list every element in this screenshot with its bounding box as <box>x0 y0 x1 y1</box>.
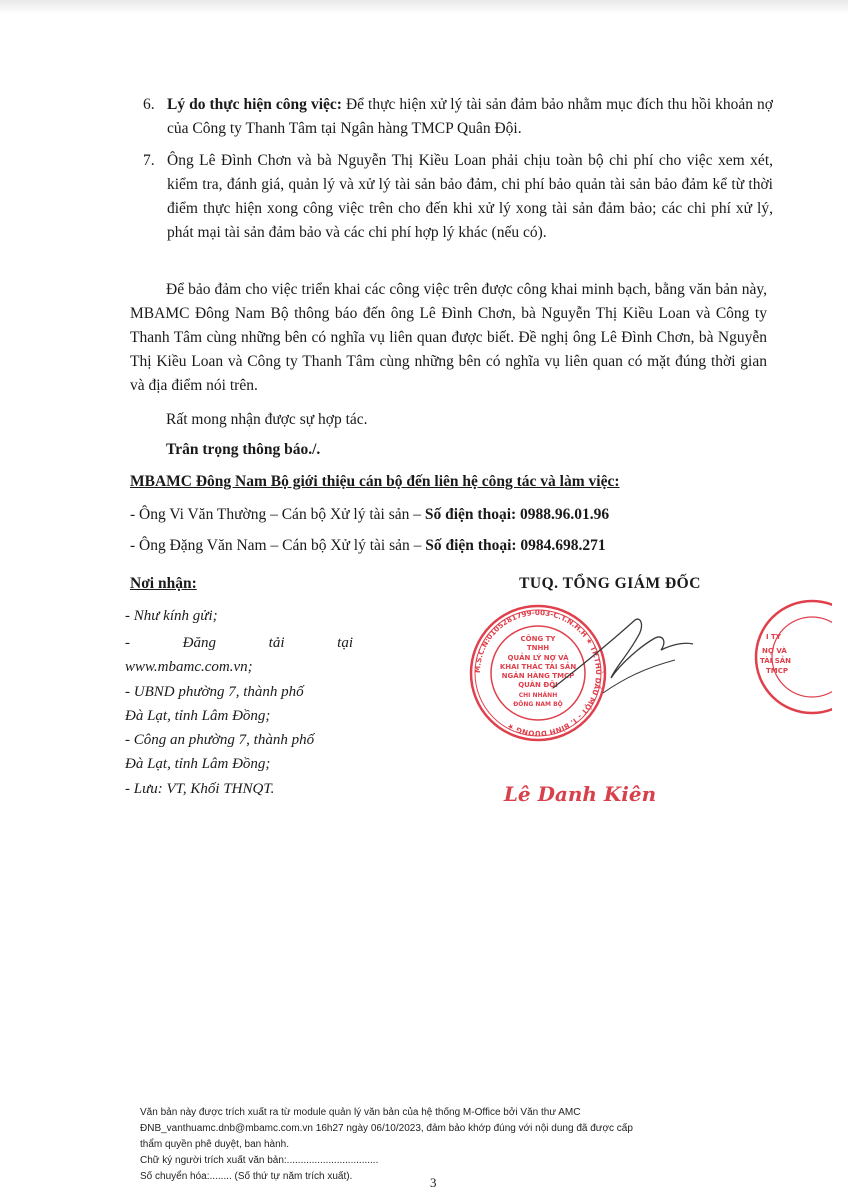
footer-line: Văn bản này được trích xuất ra từ module quản lý văn bản của hệ thống M-Office bởi Văn thư AMC <box>140 1107 581 1118</box>
stamp-line: QUÂN ĐỘI <box>518 681 558 689</box>
svg-text:NỢ VÀ: NỢ VÀ <box>762 647 787 655</box>
notice-paragraph: Để bảo đảm cho việc triển khai các công việc trên được công khai minh bạch, bằng văn bản này, MBAMC Đông Nam Bộ thông báo đến ông Lê Đình Chơn, bà Nguyễn Thị Kiều Loan và Công ty Thanh Tâm cùng những bên có nghĩa vụ liên quan được biết. Đề nghị ông Lê Đình Chơn, bà Nguyễn Thị Kiều Loan và Công ty Thanh Tâm cùng những bên có nghĩa vụ liên quan có mặt đúng thời gian và địa điểm nói trên. <box>130 281 767 394</box>
partial-seal-stamp <box>752 597 832 717</box>
recipient-line: www.mbamc.com.vn; <box>125 659 253 675</box>
scan-top-band <box>0 0 848 14</box>
recipients-title: Nơi nhận: <box>130 575 197 592</box>
signature-title: TUQ. TỔNG GIÁM ĐỐC <box>519 575 701 592</box>
recipient-line: Đà Lạt, tỉnh Lâm Đồng; <box>125 708 271 724</box>
contact-phone: Số điện thoại: 0988.96.01.96 <box>424 506 610 523</box>
footer-line: ĐNB_vanthuamc.dnb@mbamc.com.vn 16h27 ngày 06/10/2023, đảm bảo khớp đúng với nội dung đã được cấp <box>140 1123 633 1134</box>
footer-line: thẩm quyền phê duyệt, ban hành. <box>140 1139 290 1150</box>
signer-name: Lê Danh Kiên <box>503 782 657 806</box>
contact-line <box>130 537 606 555</box>
stamp-line: KHAI THÁC TÀI SẢN <box>499 663 577 671</box>
handwritten-signature <box>545 608 695 708</box>
svg-text:TMCP: TMCP <box>766 667 789 675</box>
contacts-heading: MBAMC Đông Nam Bộ giới thiệu cán bộ đến liên hệ công tác và làm việc: <box>130 473 620 490</box>
contact-line <box>130 506 609 524</box>
contact-phone: Số điện thoại: 0984.698.271 <box>425 537 606 554</box>
svg-text:M.S.C.N:0105281799-003-C.T.N.H: M.S.C.N:0105281799-003-C.T.N.H.H ★ TP.THỦ DẦU MỘT - T. BÌNH DƯƠNG ★ <box>472 607 604 739</box>
stamp-line: CHI NHÁNH <box>518 692 558 699</box>
recipient-line: - Như kính gửi; <box>125 608 218 624</box>
page-number: 3 <box>430 1175 437 1190</box>
list-item-6 <box>143 93 773 141</box>
svg-text:I TY: I TY <box>766 633 781 641</box>
recipient-line: - Lưu: VT, Khối THNQT. <box>125 781 275 797</box>
contact-text: - Ông Đặng Văn Nam – Cán bộ Xử lý tài sản – <box>130 537 426 554</box>
stamp-line: CÔNG TY <box>520 635 556 643</box>
closing-regards: Trân trọng thông báo./. <box>166 441 321 458</box>
footer-note <box>140 1105 740 1185</box>
item-number: 6. <box>143 96 155 113</box>
item-label: Lý do thực hiện công việc: <box>167 96 342 113</box>
recipient-line: Đà Lạt, tỉnh Lâm Đồng; <box>125 756 271 772</box>
svg-text:TÀI SẢN: TÀI SẢN <box>760 657 792 665</box>
stamp-line: TNHH <box>526 644 550 652</box>
footer-line: Chữ ký người trích xuất văn bản:................................. <box>140 1155 379 1166</box>
stamp-line: ĐÔNG NAM BỘ <box>513 701 563 708</box>
footer-line: Số chuyển hóa:........ (Số thứ tự năm trích xuất). <box>140 1171 353 1182</box>
item-text: Ông Lê Đình Chơn và bà Nguyễn Thị Kiều Loan phải chịu toàn bộ chi phí cho việc xem xét, kiểm tra, đánh giá, quản lý và xử lý tài sản bảo đảm, chi phí bảo quản tài sản bảo đảm kể từ thời điểm thực hiện xong công việc trên cho đến khi xử lý xong tài sản đảm bảo; các chi phí xử lý, phát mại tài sản đảm bảo và các chi phí hợp lý khác (nếu có). <box>167 152 773 241</box>
stamp-line: NGÂN HÀNG TMCP <box>501 672 575 680</box>
recipient-line: - Đăng tải tại <box>125 635 353 651</box>
closing-cooperation: Rất mong nhận được sự hợp tác. <box>166 411 368 428</box>
recipient-line: - UBND phường 7, thành phố <box>125 684 304 700</box>
list-item-7 <box>143 149 773 245</box>
stamp-line: QUẢN LÝ NỢ VÀ <box>507 654 569 662</box>
recipient-line: - Công an phường 7, thành phố <box>125 732 315 748</box>
item-text: Để thực hiện xử lý tài sản đảm bảo nhằm mục đích thu hồi khoản nợ của Công ty Thanh Tâm tại Ngân hàng TMCP Quân Đội. <box>167 96 773 137</box>
contact-text: - Ông Vi Văn Thường – Cán bộ Xử lý tài sản – <box>130 506 425 523</box>
item-number: 7. <box>143 152 155 169</box>
